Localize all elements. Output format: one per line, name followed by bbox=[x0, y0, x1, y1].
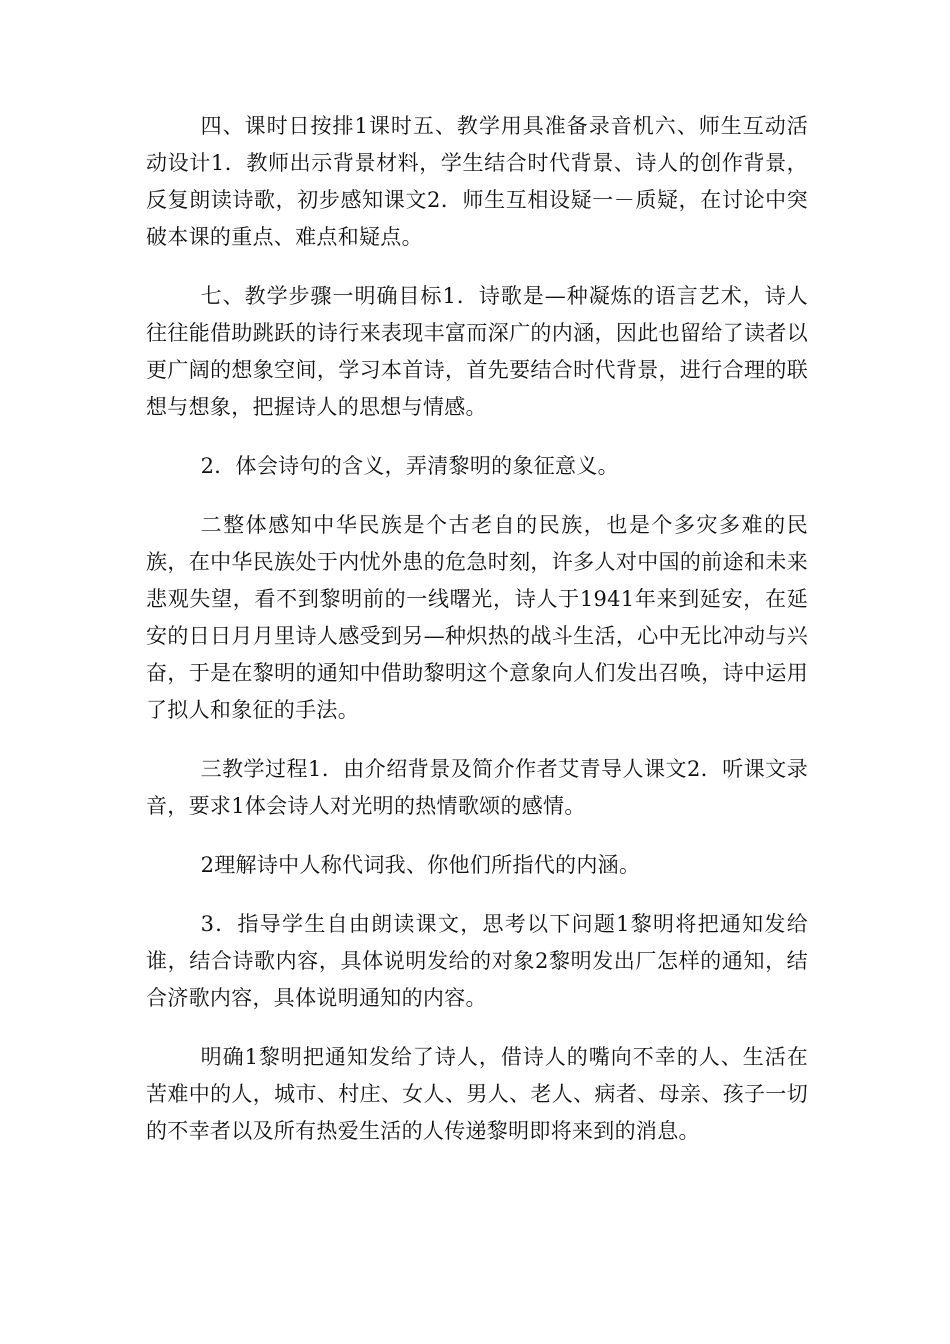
paragraph-overall-perception: 二整体感知中华民族是个古老自的民族，也是个多灾多难的民族，在中华民族处于内忧外患的危急时刻，许多人对中国的前途和未来悲观失望，看不到黎明前的一线曙光，诗人于1941年来到延安，在延安的日日月月里诗人感受到另—种炽热的战斗生活，心中无比冲动与兴奋，于是在黎明的通知中借助黎明这个意象向人们发出召唤，诗中运用了拟人和象征的手法。 bbox=[146, 513, 808, 722]
paragraph-guided-reading: 3．指导学生自由朗读课文，思考以下问题1黎明将把通知发给谁，结合诗歌内容，具体说明发给的对象2黎明发出厂怎样的通知，结合济歌内容，具体说明通知的内容。 bbox=[146, 912, 808, 1010]
document-body bbox=[146, 108, 808, 1172]
paragraph-teaching-process: 三教学过程1．由介绍背景及简介作者艾青导人课文2．听课文录音，要求1体会诗人对光明的热情歌颂的感情。 bbox=[146, 757, 808, 818]
paragraph-pronouns: 2理解诗中人称代词我、你他们所指代的内涵。 bbox=[200, 853, 641, 877]
paragraph-clarification: 明确1黎明把通知发给了诗人，借诗人的嘴向不幸的人、生活在苦难中的人，城市、村庄、女人、男人、老人、病者、母亲、孩子一切的不幸者以及所有热爱生活的人传递黎明即将来到的消息。 bbox=[146, 1045, 808, 1143]
paragraph-schedule: 四、课时日按排1课时五、教学用具准备录音机六、师生互动活动设计1．教师出示背景材料，学生结合时代背景、诗人的创作背景，反复朗读诗歌，初步感知课文2．师生互相设疑一－质疑，在讨论中突破本课的重点、难点和疑点。 bbox=[146, 114, 808, 249]
paragraph-teaching-steps: 七、教学步骤一明确目标1．诗歌是—种凝炼的语言艺术，诗人往往能借助跳跃的诗行来表现丰富而深广的内涵，因此也留给了读者以更广阔的想象空间，学习本首诗，首先要结合时代背景，进行合理的联想与想象，把握诗人的思想与情感。 bbox=[146, 284, 808, 419]
paragraph-poem-meaning: 2．体会诗句的含义，弄清黎明的象征意义。 bbox=[200, 454, 619, 478]
